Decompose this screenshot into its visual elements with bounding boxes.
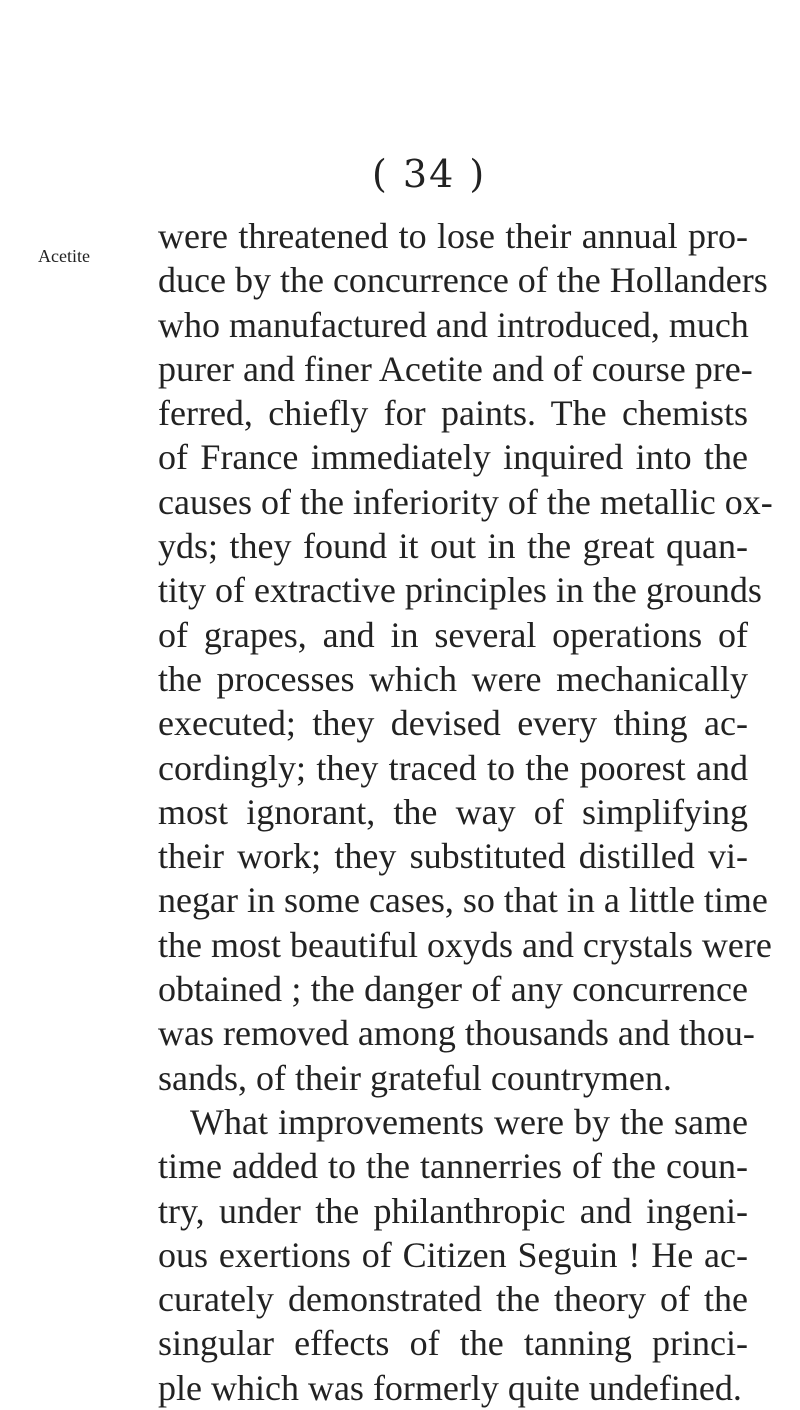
text-line: who manufactured and introduced, much bbox=[158, 304, 749, 345]
text-line: duce by the concurrence of the Hollanders bbox=[158, 260, 768, 301]
text-line: of grapes, and in several operations of bbox=[158, 614, 748, 655]
text-line: purer and finer Acetite and of course pre- bbox=[158, 348, 753, 389]
text-line: negar in some cases, so that in a little time bbox=[158, 880, 768, 921]
body-text bbox=[158, 214, 773, 1410]
page-number: ( 34 ) bbox=[372, 152, 487, 196]
text-line: singular effects of the tanning princi- bbox=[158, 1323, 748, 1364]
text-line: What improvements were by the same bbox=[190, 1101, 748, 1142]
margin-note: Acetite bbox=[38, 246, 90, 266]
text-line: ple which was formerly quite undefined. bbox=[158, 1367, 742, 1408]
text-line: ous exertions of Citizen Seguin ! He ac- bbox=[158, 1234, 748, 1275]
text-line: executed; they devised every thing ac- bbox=[158, 703, 748, 744]
text-line: were threatened to lose their annual pro- bbox=[158, 216, 748, 256]
text-line: curately demonstrated the theory of the bbox=[158, 1279, 748, 1320]
text-line: yds; they found it out in the great quan- bbox=[158, 526, 748, 567]
text-line: sands, of their grateful countrymen. bbox=[158, 1057, 672, 1098]
text-line: the most beautiful oxyds and crystals were bbox=[158, 924, 772, 965]
text-line: obtained ; the danger of any concurrence bbox=[158, 969, 748, 1010]
text-line: of France immediately inquired into the bbox=[158, 437, 748, 478]
text-line: cordingly; they traced to the poorest and bbox=[158, 747, 748, 788]
text-line: causes of the inferiority of the metallic ox- bbox=[158, 481, 773, 522]
text-line: the processes which were mechanically bbox=[158, 658, 748, 699]
text-line: was removed among thousands and thou- bbox=[158, 1013, 755, 1054]
text-line: their work; they substituted distilled vi- bbox=[158, 836, 748, 877]
text-line: try, under the philanthropic and ingeni- bbox=[158, 1190, 748, 1231]
text-line: tity of extractive principles in the grounds bbox=[158, 570, 762, 611]
text-line: ferred, chiefly for paints. The chemists bbox=[158, 393, 748, 434]
text-line: time added to the tannerries of the coun- bbox=[158, 1146, 748, 1187]
text-line: most ignorant, the way of simplifying bbox=[158, 791, 748, 832]
